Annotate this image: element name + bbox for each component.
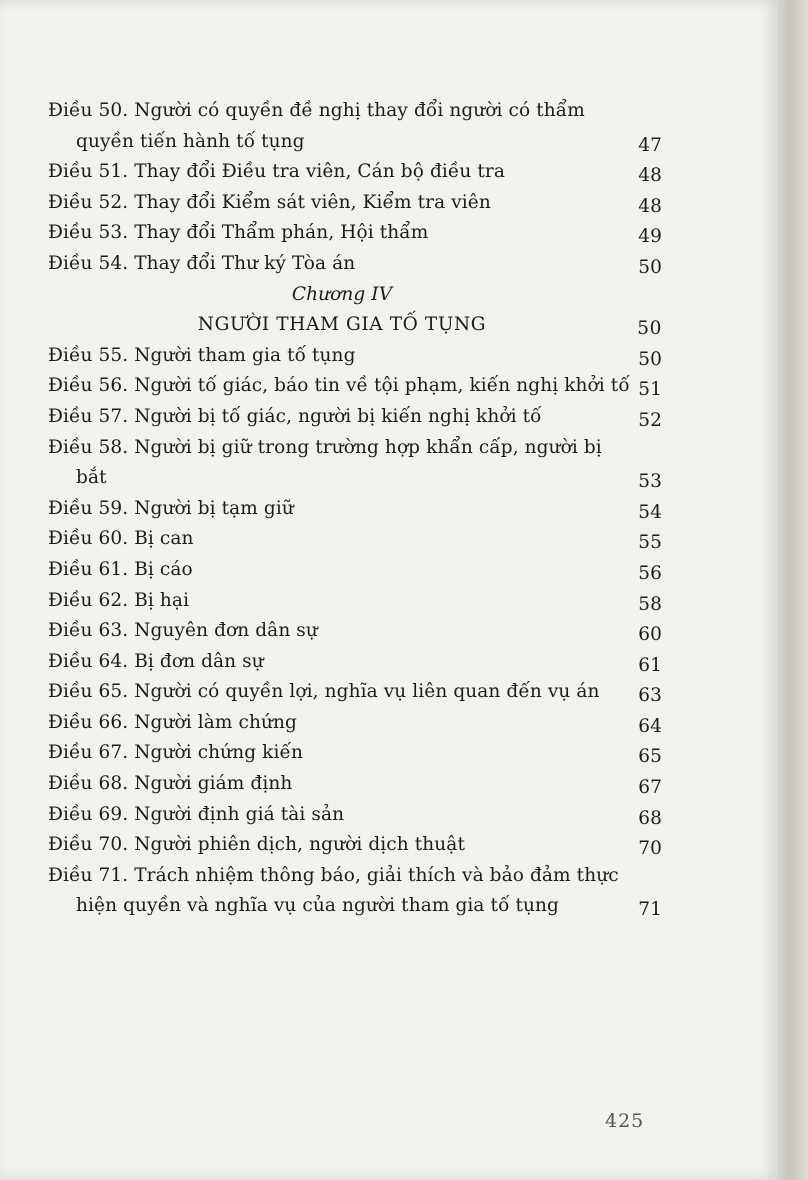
toc-entry-title: Điều 71. Trách nhiệm thông báo, giải thích và bảo đảm thực hiện quyền và nghĩa vụ của người tham gia tố tụng: [48, 864, 619, 917]
toc-entry-page: 52: [638, 409, 662, 431]
page-edge: [778, 0, 808, 1180]
toc-entry-page: 50: [638, 348, 662, 370]
toc-entry: [48, 157, 662, 188]
toc-entry-page: 54: [638, 501, 662, 523]
toc-entry-title: Điều 58. Người bị giữ trong trường hợp khẩn cấp, người bị bắt: [48, 436, 602, 489]
toc-entry-title: Điều 52. Thay đổi Kiểm sát viên, Kiểm tra viên: [48, 191, 491, 213]
toc-entry-page: 51: [638, 379, 662, 401]
toc-entry: [48, 738, 662, 769]
toc-entry: [48, 218, 662, 249]
toc-entry: [48, 861, 662, 922]
page-number: 425: [605, 1110, 645, 1132]
toc-entry-page: 58: [638, 593, 662, 615]
toc-entry-title: Điều 62. Bị hại: [48, 589, 190, 611]
toc-entry-page: 48: [638, 165, 662, 187]
toc-entry: [48, 616, 662, 647]
toc-entry-page: 48: [638, 195, 662, 217]
toc-entry: [48, 371, 662, 402]
toc-entry-page: 61: [638, 654, 662, 676]
toc-entry: [48, 708, 662, 739]
toc-entry: [48, 524, 662, 555]
toc-entry-title: Điều 61. Bị cáo: [48, 558, 193, 580]
toc-entry-page: 50: [637, 318, 662, 340]
toc-entry-title: Chương IV: [291, 283, 393, 305]
table-of-contents: [48, 96, 662, 922]
toc-entry-page: 64: [638, 715, 662, 737]
toc-entry: [48, 494, 662, 525]
toc-entry-page: 53: [638, 471, 662, 493]
toc-entry-title: Điều 59. Người bị tạm giữ: [48, 497, 294, 519]
toc-entry-page: 60: [638, 624, 662, 646]
toc-entry-title: Điều 57. Người bị tố giác, người bị kiến nghị khởi tố: [48, 405, 542, 427]
toc-entry-title: Điều 60. Bị can: [48, 528, 194, 550]
toc-entry-page: 47: [638, 134, 662, 156]
part-heading: [48, 310, 662, 341]
toc-entry-title: Điều 50. Người có quyền đề nghị thay đổi người có thẩm quyền tiến hành tố tụng: [48, 100, 585, 152]
toc-entry-title: Điều 66. Người làm chứng: [48, 711, 297, 733]
toc-entry-title: NGƯỜI THAM GIA TỐ TỤNG: [197, 314, 487, 336]
toc-entry-title: Điều 69. Người định giá tài sản: [48, 803, 345, 825]
toc-entry: [48, 830, 662, 861]
toc-entry: [48, 555, 662, 586]
toc-entry: [48, 677, 662, 708]
toc-entry: [48, 96, 662, 157]
toc-entry-title: Điều 64. Bị đơn dân sự: [48, 650, 264, 672]
toc-entry: [48, 433, 662, 494]
toc-entry-page: 55: [638, 532, 662, 554]
toc-entry-title: Điều 70. Người phiên dịch, người dịch thuật: [48, 834, 465, 856]
toc-entry-title: Điều 67. Người chứng kiến: [48, 742, 303, 764]
toc-entry-page: 71: [638, 899, 662, 921]
toc-entry: [48, 341, 662, 372]
toc-entry-page: 50: [638, 256, 662, 278]
toc-entry-page: 67: [638, 777, 662, 799]
toc-entry-page: 56: [638, 562, 662, 584]
toc-entry: [48, 769, 662, 800]
toc-entry: [48, 647, 662, 678]
toc-entry: [48, 586, 662, 617]
toc-entry-title: Điều 54. Thay đổi Thư ký Tòa án: [48, 252, 356, 274]
toc-entry-page: 68: [638, 807, 662, 829]
toc-entry-title: Điều 56. Người tố giác, báo tin về tội phạm, kiến nghị khởi tố: [48, 375, 630, 397]
toc-entry: [48, 249, 662, 280]
chapter-heading: [48, 280, 662, 311]
toc-entry-page: 65: [638, 746, 662, 768]
toc-entry-title: Điều 53. Thay đổi Thẩm phán, Hội thẩm: [48, 222, 429, 244]
toc-entry-page: 49: [638, 226, 662, 248]
toc-entry: [48, 800, 662, 831]
toc-entry-title: Điều 63. Nguyên đơn dân sự: [48, 620, 318, 642]
toc-entry-title: Điều 55. Người tham gia tố tụng: [48, 344, 356, 366]
toc-entry: [48, 188, 662, 219]
toc-entry: [48, 402, 662, 433]
toc-entry-page: 70: [638, 838, 662, 860]
toc-entry-title: Điều 51. Thay đổi Điều tra viên, Cán bộ điều tra: [48, 161, 505, 183]
toc-entry-title: Điều 65. Người có quyền lợi, nghĩa vụ liên quan đến vụ án: [48, 681, 600, 703]
toc-entry-page: 63: [638, 685, 662, 707]
toc-entry-title: Điều 68. Người giám định: [48, 773, 293, 795]
